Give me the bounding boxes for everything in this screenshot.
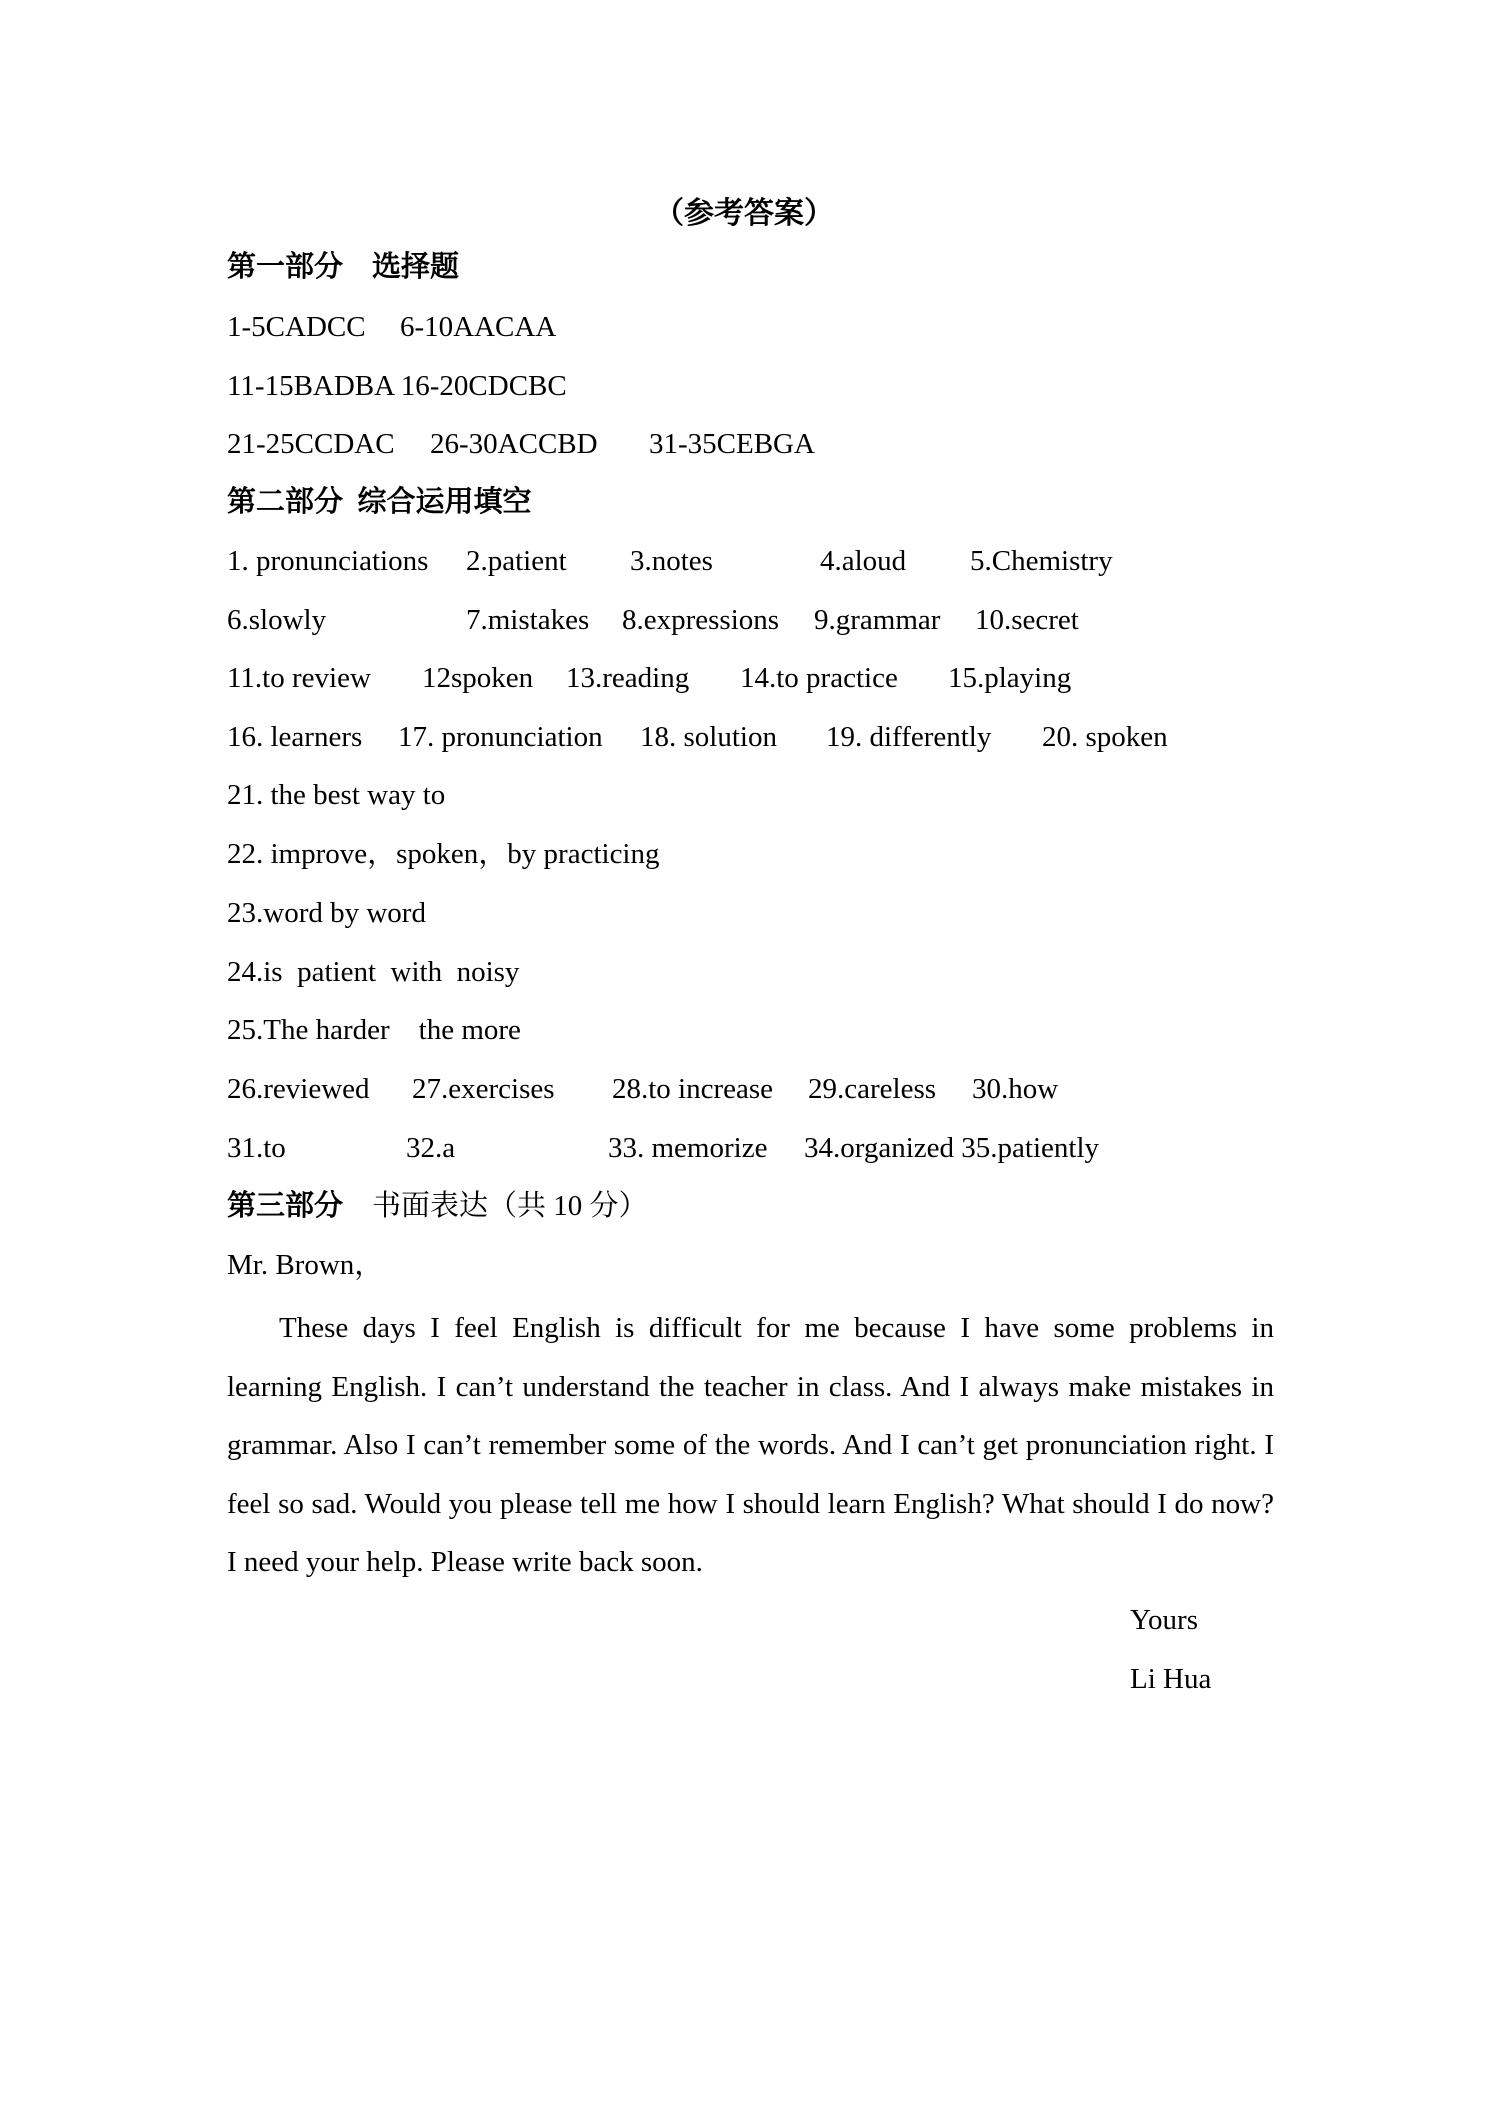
answer-item: 26.reviewed [227,1073,370,1105]
answer-item: 33. memorize [608,1132,768,1164]
answer-item: 22. improve，spoken，by practicing [227,838,660,870]
answer-item: 34.organized 35.patiently [804,1132,1100,1164]
answer-group: 11-15BADBA 16-20CDCBC [227,370,567,402]
part1-heading: 第一部分 选择题 [227,251,460,283]
page-title: （参考答案） [654,197,834,230]
letter-closing: Yours [1130,1604,1198,1636]
answer-item: 31.to [227,1132,286,1164]
part2-row-8 [0,950,1488,994]
answer-item: 15.playing [948,662,1072,694]
answer-group: 31-35CEBGA [649,428,815,460]
answer-item: 30.how [972,1073,1059,1105]
answer-item: 14.to practice [740,662,898,694]
answer-group: 26-30ACCBD [430,428,598,460]
part2-row-7 [0,891,1488,935]
answer-item: 16. learners [227,721,363,753]
letter-paragraph: These days I feel English is difficult for me because I have some problems in learning English. I can’t understand the teacher in class. And I always make mistakes in grammar. Also I can’t remember some of the words. And I can’t get pronunciation right. I feel so sad. Would you please tell me how I should learn English? What should I do now? I need your help. Please write back soon. [227,1312,1274,1578]
answer-item: 12spoken [422,662,534,694]
answer-item: 2.patient [466,545,567,577]
part2-row-3 [0,656,1488,700]
answer-item: 13.reading [566,662,690,694]
part2-heading: 第二部分 综合运用填空 [227,486,532,518]
part3-heading [227,1184,648,1228]
answer-item: 7.mistakes [466,604,590,636]
letter-body [227,1299,1274,1592]
answer-item: 23.word by word [227,897,426,929]
part1-row-3 [0,422,1488,466]
part2-row-1 [0,539,1488,583]
answer-item: 9.grammar [814,604,941,636]
answer-item: 6.slowly [227,604,327,636]
answer-item: 21. the best way to [227,779,446,811]
part3-heading-label: 第三部分 [227,1190,344,1222]
part2-row-4 [0,715,1488,759]
answer-item: 10.secret [975,604,1079,636]
answer-item: 8.expressions [622,604,780,636]
answer-item: 25.The harder the more [227,1014,521,1046]
part3-heading-detail: 书面表达（共 10 分） [343,1190,648,1222]
part2-row-9 [0,1008,1488,1052]
answer-group: 21-25CCDAC [227,428,395,460]
answer-item: 3.notes [630,545,713,577]
letter-signature: Li Hua [1130,1663,1212,1695]
answer-item: 24.is patient with noisy [227,956,520,988]
answer-item: 29.careless [808,1073,937,1105]
answer-item: 4.aloud [820,545,907,577]
answer-item: 1. pronunciations [227,545,429,577]
answer-item: 5.Chemistry [970,545,1113,577]
part2-row-2 [0,598,1488,642]
answer-item: 27.exercises [412,1073,555,1105]
part1-row-1 [0,305,1488,349]
part2-row-5 [0,773,1488,817]
answer-item: 18. solution [640,721,777,753]
part2-row-10 [0,1067,1488,1111]
part1-row-2 [0,364,1488,408]
answer-item: 20. spoken [1042,721,1168,753]
answer-item: 32.a [406,1132,456,1164]
answer-group: 6-10AACAA [400,311,557,343]
letter-salutation: Mr. Brown， [227,1249,384,1281]
answer-item: 17. pronunciation [398,721,603,753]
answer-item: 11.to review [227,662,371,694]
answer-group: 1-5CADCC [227,311,366,343]
answer-item: 19. differently [826,721,992,753]
part2-row-6 [0,832,1488,876]
part2-row-11 [0,1126,1488,1170]
answer-item: 28.to increase [612,1073,774,1105]
